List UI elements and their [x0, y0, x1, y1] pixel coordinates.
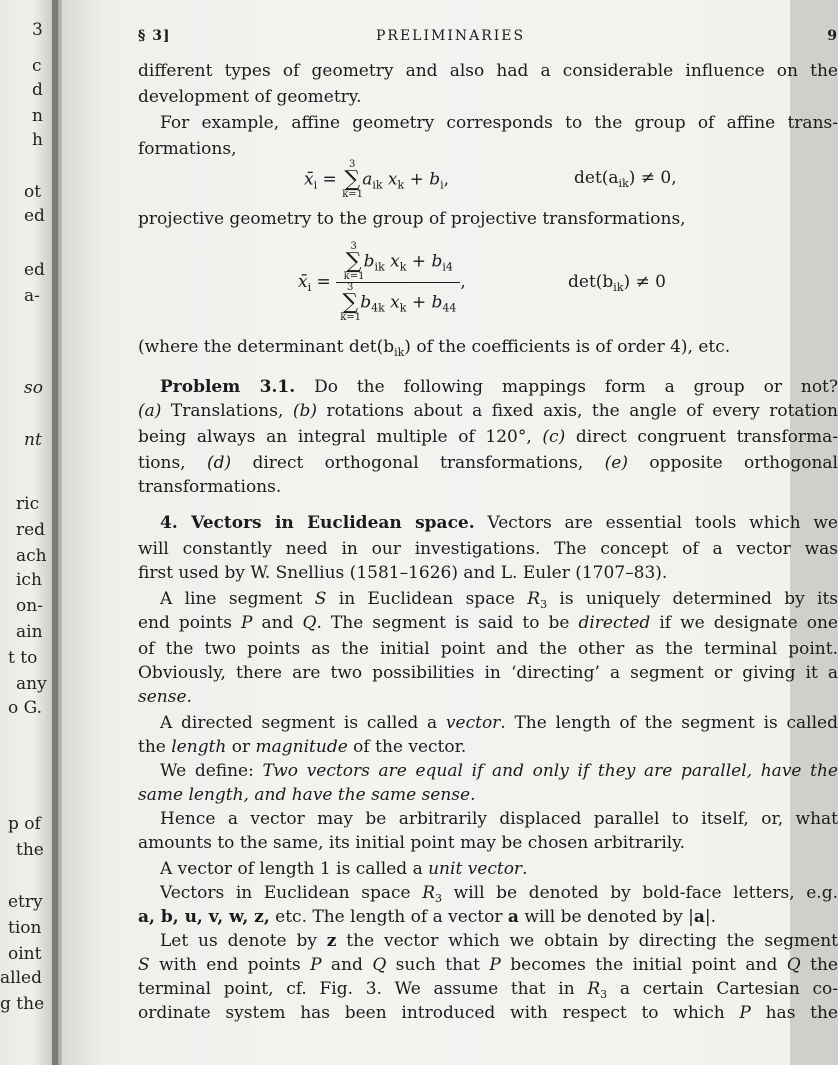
previous-page-text-fragment: ot [24, 182, 42, 202]
previous-page-text-fragment: 3 [32, 20, 43, 40]
text-line: transformations. [138, 477, 282, 497]
text-line: A line segment S in Euclidean space $R_3$ is uniquely determined by its [160, 589, 838, 611]
previous-page-text-fragment: ed [24, 206, 45, 226]
projective-formula: $x̄_i$ = 3 ∑ k=1 $b_{ik}$ $x_k + b_{i4}$ 3 ∑ k=1 $b_{4k}$ $x_k + b_{44}$ , [298, 241, 466, 323]
text-line: being always an integral multiple of 120°, (c) direct congruent transforma- [138, 427, 838, 447]
text-line: A directed segment is called a vector. The length of the segment is called [160, 713, 838, 733]
text-line: S with end points P and Q such that P becomes the initial point and Q the [138, 955, 838, 975]
problem-heading-line: Problem 3.1. Do the following mappings form a group or not? [160, 377, 838, 397]
definition-line: same length, and have the same sense. [138, 785, 476, 805]
text-line: For example, affine geometry corresponds to the group of affine trans- [160, 113, 838, 133]
section-heading-line: 4. Vectors in Euclidean space. Vectors are essential tools which we [160, 513, 838, 533]
header-section: § 3] [138, 28, 171, 44]
previous-page-text-fragment: red [16, 520, 46, 540]
text-line: development of geometry. [138, 87, 362, 107]
book-page [62, 0, 838, 1065]
previous-page-text-fragment: oint [8, 944, 42, 964]
projective-determinant: $\det(b_{ik}) \ne 0$ [568, 272, 666, 294]
previous-page-text-fragment: the [16, 840, 44, 860]
text-line: A vector of length 1 is called a unit vector. [160, 859, 528, 879]
previous-page-text-fragment: ach [16, 546, 47, 566]
text-line: Hence a vector may be arbitrarily displaced parallel to itself, or, what [160, 809, 838, 829]
previous-page-text-fragment: nt [24, 430, 42, 450]
projective-fraction: 3 ∑ k=1 $b_{ik}$ $x_k + b_{i4}$ 3 ∑ k=1 $b_{4k}$ $x_k + b_{44}$ [336, 242, 460, 323]
previous-page-edge [0, 0, 58, 1065]
previous-page-text-fragment: tion [8, 918, 42, 938]
previous-page-text-fragment: ed [24, 260, 45, 280]
text-line: the length or magnitude of the vector. [138, 737, 467, 757]
affine-determinant: $\det(a_{ik}) \ne 0$, [574, 168, 677, 190]
previous-page-text-fragment: o G. [8, 698, 43, 718]
text-line: ordinate system has been introduced with respect to which P has the [138, 1003, 838, 1023]
text-line: (where the determinant $\det(b_{ik})$ of the coefficients is of order 4), etc. [138, 337, 731, 359]
text-line: tions, (d) direct orthogonal transformations, (e) opposite orthogonal [138, 453, 838, 473]
text-line: terminal point, cf. Fig. 3. We assume that in $R_3$ a certain Cartesian co- [138, 979, 838, 1001]
header-title: PRELIMINARIES [376, 28, 526, 44]
previous-page-text-fragment: n [32, 106, 43, 126]
text-line: (a) Translations, (b) rotations about a fixed axis, the angle of every rotation [138, 401, 838, 421]
text-line: Obviously, there are two possibilities in ‘directing’ a segment or giving it a [138, 663, 838, 683]
previous-page-text-fragment: t to [8, 648, 38, 668]
text-line: Let us denote by z the vector which we obtain by directing the segment [160, 931, 838, 951]
text-line: of the two points as the initial point and the other as the terminal point. [138, 639, 838, 659]
previous-page-text-fragment: ric [16, 494, 40, 514]
previous-page-text-fragment: h [32, 130, 43, 150]
text-line: first used by W. Snellius (1581–1626) and L. Euler (1707–83). [138, 563, 668, 583]
text-line: amounts to the same, its initial point may be chosen arbitrarily. [138, 833, 685, 853]
previous-page-text-fragment: ich [16, 570, 42, 590]
text-line: formations, [138, 139, 237, 159]
previous-page-text-fragment: a- [24, 286, 40, 306]
summation-symbol: 3 ∑ k=1 [342, 159, 363, 200]
text-line: different types of geometry and also had a considerable influence on the [138, 61, 838, 81]
previous-page-text-fragment: any [16, 674, 47, 694]
text-line: sense. [138, 687, 192, 707]
previous-page-text-fragment: on- [16, 596, 43, 616]
affine-formula: $x̄_i$ = 3 ∑ k=1 $a_{ik}$ $x_k + b_i$, [304, 159, 450, 200]
previous-page-text-fragment: etry [8, 892, 43, 912]
previous-page-text-fragment: c [32, 56, 42, 76]
text-line: will constantly need in our investigations. The concept of a vector was [138, 539, 838, 559]
previous-page-text-fragment: d [32, 80, 43, 100]
page-number: 9 [827, 28, 838, 44]
text-line: a, b, u, v, w, z, etc. The length of a vector a will be denoted by |a|. [138, 907, 717, 927]
previous-page-text-fragment: g the [0, 994, 45, 1014]
running-header [138, 26, 838, 48]
previous-page-text-fragment: p of [8, 814, 41, 834]
definition-line: We define: Two vectors are equal if and only if they are parallel, have the [160, 761, 838, 781]
text-line: Vectors in Euclidean space $R_3$ will be denoted by bold-face letters, e.g. [160, 883, 838, 905]
text-line: projective geometry to the group of projective transformations, [138, 209, 686, 229]
text-line: end points P and Q. The segment is said to be directed if we designate one [138, 613, 838, 633]
previous-page-text-fragment: alled [0, 968, 42, 988]
previous-page-text-fragment: so [24, 378, 43, 398]
previous-page-text-fragment: ain [16, 622, 43, 642]
